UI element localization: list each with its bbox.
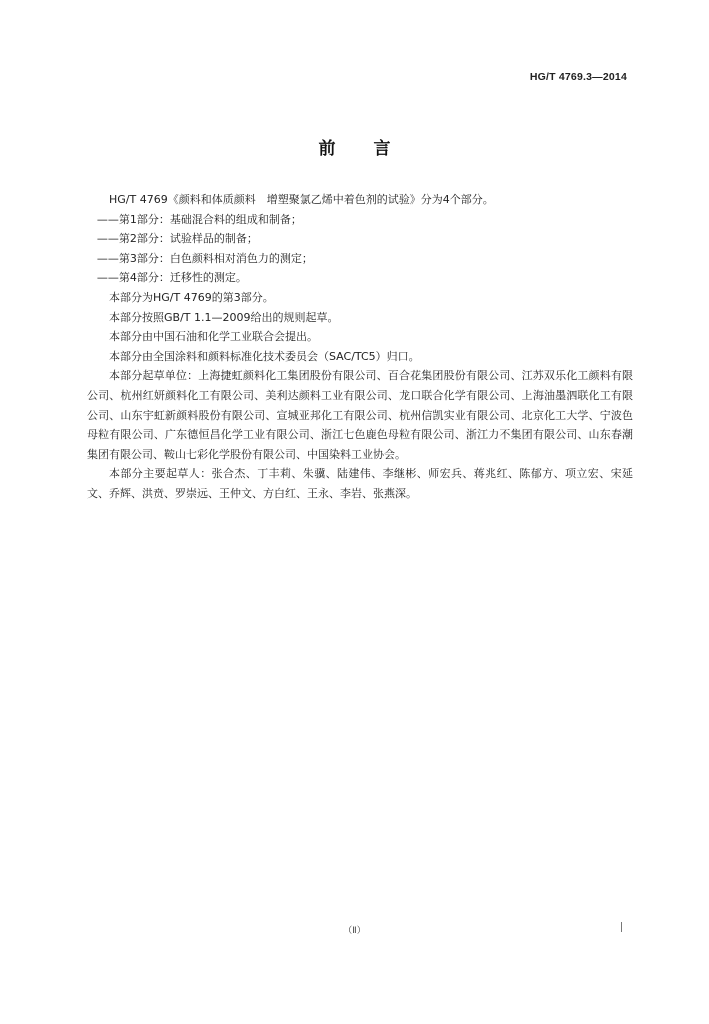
list-item-part-1: ——第1部分：基础混合料的组成和制备； bbox=[96, 212, 302, 226]
paragraph-committee: 本部分由全国涂料和颜料标准化技术委员会（SAC/TC5）归口。 bbox=[109, 349, 420, 363]
paragraph-intro: HG/T 4769《颜料和体质颜料 增塑聚氯乙烯中着色剂的试验》分为4个部分。 bbox=[109, 193, 494, 206]
paragraph-drafting-rules: 本部分按照GB/T 1.1—2009给出的规则起草。 bbox=[109, 310, 339, 324]
list-item-part-3: ——第3部分：白色颜料相对消色力的测定； bbox=[96, 251, 313, 265]
paragraph-drafting-units: 本部分起草单位：上海捷虹颜料化工集团股份有限公司、百合花集团股份有限公司、江苏双乐化工颜料有限公司、杭州红妍颜料化工有限公司、美利达颜料工业有限公司、龙口联合化学有限公司、上海油墨泗联化工有限公司、山东宇虹新颜料股份有限公司、宣城亚邦化工有限公司、杭州信凯实业有限公司、北京化工大学、宁波色母粒有限公司、广东德恒昌化学工业有限公司、浙江七色鹿色母粒有限公司、浙江力不集团有限公司、山东春潮集团有限公司、鞍山七彩化学股份有限公司、中国染料工业协会。 bbox=[87, 369, 633, 461]
paragraph-scope: 本部分为HG/T 4769的第3部分。 bbox=[109, 290, 274, 304]
page-title: 前言 bbox=[318, 139, 429, 159]
page-number: （Ⅱ） bbox=[343, 925, 366, 935]
margin-mark bbox=[621, 922, 622, 932]
list-item-part-2: ——第2部分：试验样品的制备； bbox=[96, 232, 258, 246]
paragraph-proposer: 本部分由中国石油和化学工业联合会提出。 bbox=[109, 330, 318, 344]
paragraph-drafters: 本部分主要起草人：张合杰、丁丰莉、朱骥、陆建伟、李继彬、师宏兵、蒋兆红、陈郁方、项立宏、宋延文、乔辉、洪贲、罗崇远、王仲文、方白红、王永、李岩、张燕深。 bbox=[87, 467, 633, 500]
document-body bbox=[87, 190, 633, 504]
list-item-part-4: ——第4部分：迁移性的测定。 bbox=[96, 271, 247, 285]
standard-code: HG/T 4769.3—2014 bbox=[529, 71, 627, 83]
